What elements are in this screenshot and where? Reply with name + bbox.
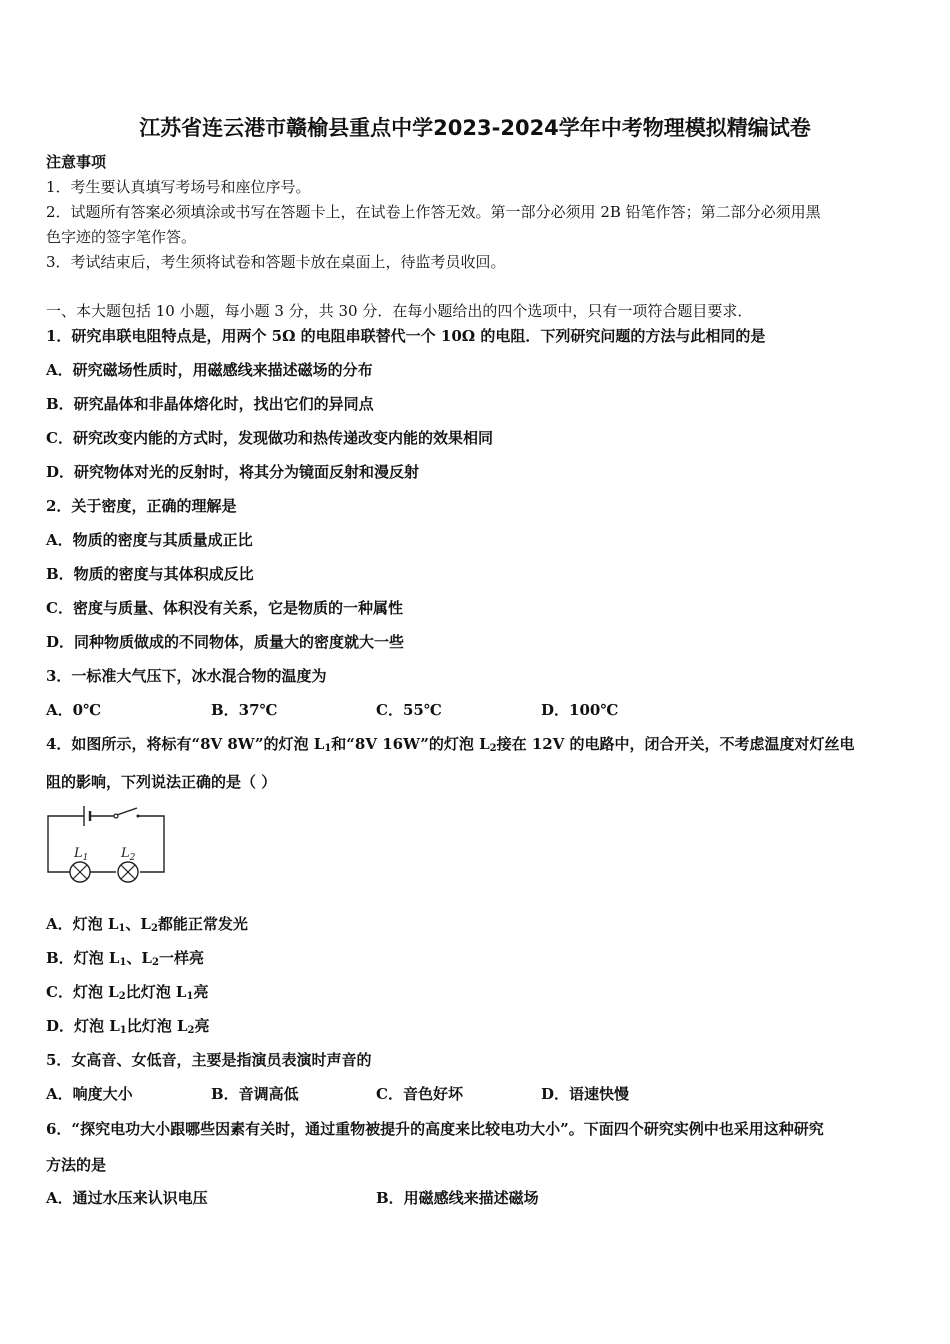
notice-item: 3．考试结束后，考生须将试卷和答题卡放在桌面上，待监考员收回。 <box>46 253 506 271</box>
opt-text: 比灯泡 L <box>126 1017 188 1035</box>
question-1-stem: 1．研究串联电阻特点是，用两个 5Ω 的电阻串联替代一个 10Ω 的电阻．下列研究问题的方法与此相同的是 <box>46 327 766 345</box>
question-4-option-c <box>46 982 208 1002</box>
question-5-stem: 5．女高音、女低音，主要是指演员表演时声音的 <box>46 1051 372 1069</box>
question-6-stem-line1: 6．“探究电功大小跟哪些因素有关时，通过重物被提升的高度来比较电功大小”。下面四个研究实例中也采用这种研究 <box>46 1120 824 1138</box>
circuit-wire-right <box>139 816 164 872</box>
opt-text: A．灯泡 L <box>46 915 119 933</box>
opt-text: D．灯泡 L <box>46 1017 120 1035</box>
question-4-stem-line1 <box>46 734 855 754</box>
stem-text: 和“8V 16W”的灯泡 L <box>331 735 490 753</box>
opt-text: 比灯泡 L <box>125 983 187 1001</box>
opt-text: 、L <box>125 915 151 933</box>
opt-text: C．灯泡 L <box>46 983 119 1001</box>
switch-blade <box>117 808 137 815</box>
question-2-option-c: C．密度与质量、体积没有关系，它是物质的一种属性 <box>46 599 403 617</box>
question-3-stem: 3．一标准大气压下，冰水混合物的温度为 <box>46 667 327 685</box>
question-1-option-b: B．研究晶体和非晶体熔化时，找出它们的异同点 <box>46 395 374 413</box>
label-sub: 1 <box>82 853 89 863</box>
question-6-option-b: B．用磁感线来描述磁场 <box>376 1189 539 1207</box>
question-1-option-d: D．研究物体对光的反射时，将其分为镜面反射和漫反射 <box>46 463 420 481</box>
opt-text: 、L <box>126 949 152 967</box>
notice-heading: 注意事项 <box>46 153 107 171</box>
opt-text: B．灯泡 L <box>46 949 120 967</box>
lamp-l1-label <box>73 846 88 863</box>
question-3-option-b: B．37℃ <box>211 701 278 719</box>
question-2-option-b: B．物质的密度与其体积成反比 <box>46 565 254 583</box>
notice-item: 色字迹的签字笔作答。 <box>46 228 197 246</box>
question-3-option-c: C．55℃ <box>376 701 442 719</box>
question-2-option-a: A．物质的密度与其质量成正比 <box>46 531 253 549</box>
section-heading: 一、本大题包括 10 小题，每小题 3 分，共 30 分．在每小题给出的四个选项中，只有一项符合题目要求． <box>46 302 753 320</box>
label-text: L <box>121 846 130 861</box>
question-3-option-d: D．100℃ <box>541 701 619 719</box>
notice-item: 2．试题所有答案必须填涂或书写在答题卡上，在试卷上作答无效。第一部分必须用 2B 铅笔作答；第二部分必须用黑 <box>46 203 821 221</box>
opt-text: 亮 <box>193 983 209 1001</box>
question-4-option-d <box>46 1016 210 1036</box>
question-1-option-a: A．研究磁场性质时，用磁感线来描述磁场的分布 <box>46 361 373 379</box>
subscript: 2 <box>489 743 497 754</box>
opt-text: 亮 <box>194 1017 210 1035</box>
label-text: L <box>74 846 83 861</box>
subscript: 2 <box>118 991 126 1002</box>
question-4-option-b <box>46 948 204 968</box>
question-4-stem-line2: 阻的影响，下列说法正确的是（ ） <box>46 773 277 791</box>
question-5-option-b: B．音调高低 <box>211 1085 299 1103</box>
question-5-option-c: C．音色好坏 <box>376 1085 463 1103</box>
subscript: 1 <box>118 923 126 934</box>
question-6-stem-line2: 方法的是 <box>46 1156 107 1174</box>
stem-text: 接在 12V 的电路中，闭合开关，不考虑温度对灯丝电 <box>496 735 855 753</box>
question-2-stem: 2．关于密度，正确的理解是 <box>46 497 237 515</box>
question-4-option-a <box>46 914 248 934</box>
subscript: 2 <box>150 923 158 934</box>
subscript: 1 <box>119 1025 127 1036</box>
notice-item: 1．考生要认真填写考场号和座位序号。 <box>46 178 311 196</box>
page-title: 江苏省连云港市赣榆县重点中学2023-2024学年中考物理模拟精编试卷 <box>139 116 811 140</box>
circuit-diagram <box>44 800 172 892</box>
question-5-option-a: A．响度大小 <box>46 1085 133 1103</box>
subscript: 1 <box>186 991 194 1002</box>
question-1-option-c: C．研究改变内能的方式时，发现做功和热传递改变内能的效果相同 <box>46 429 493 447</box>
lamp-l2-label <box>120 846 136 863</box>
subscript: 1 <box>119 957 127 968</box>
subscript: 2 <box>151 957 159 968</box>
opt-text: 一样亮 <box>158 949 204 967</box>
question-3-option-a: A．0℃ <box>46 701 102 719</box>
stem-text: 4．如图所示，将标有“8V 8W”的灯泡 L <box>46 735 325 753</box>
label-sub: 2 <box>129 853 136 863</box>
subscript: 1 <box>324 743 332 754</box>
question-2-option-d: D．同种物质做成的不同物体，质量大的密度就大一些 <box>46 633 405 651</box>
opt-text: 都能正常发光 <box>157 915 248 933</box>
switch-contact <box>137 815 140 818</box>
question-5-option-d: D．语速快慢 <box>541 1085 630 1103</box>
subscript: 2 <box>187 1025 195 1036</box>
question-6-option-a: A．通过水压来认识电压 <box>46 1189 208 1207</box>
